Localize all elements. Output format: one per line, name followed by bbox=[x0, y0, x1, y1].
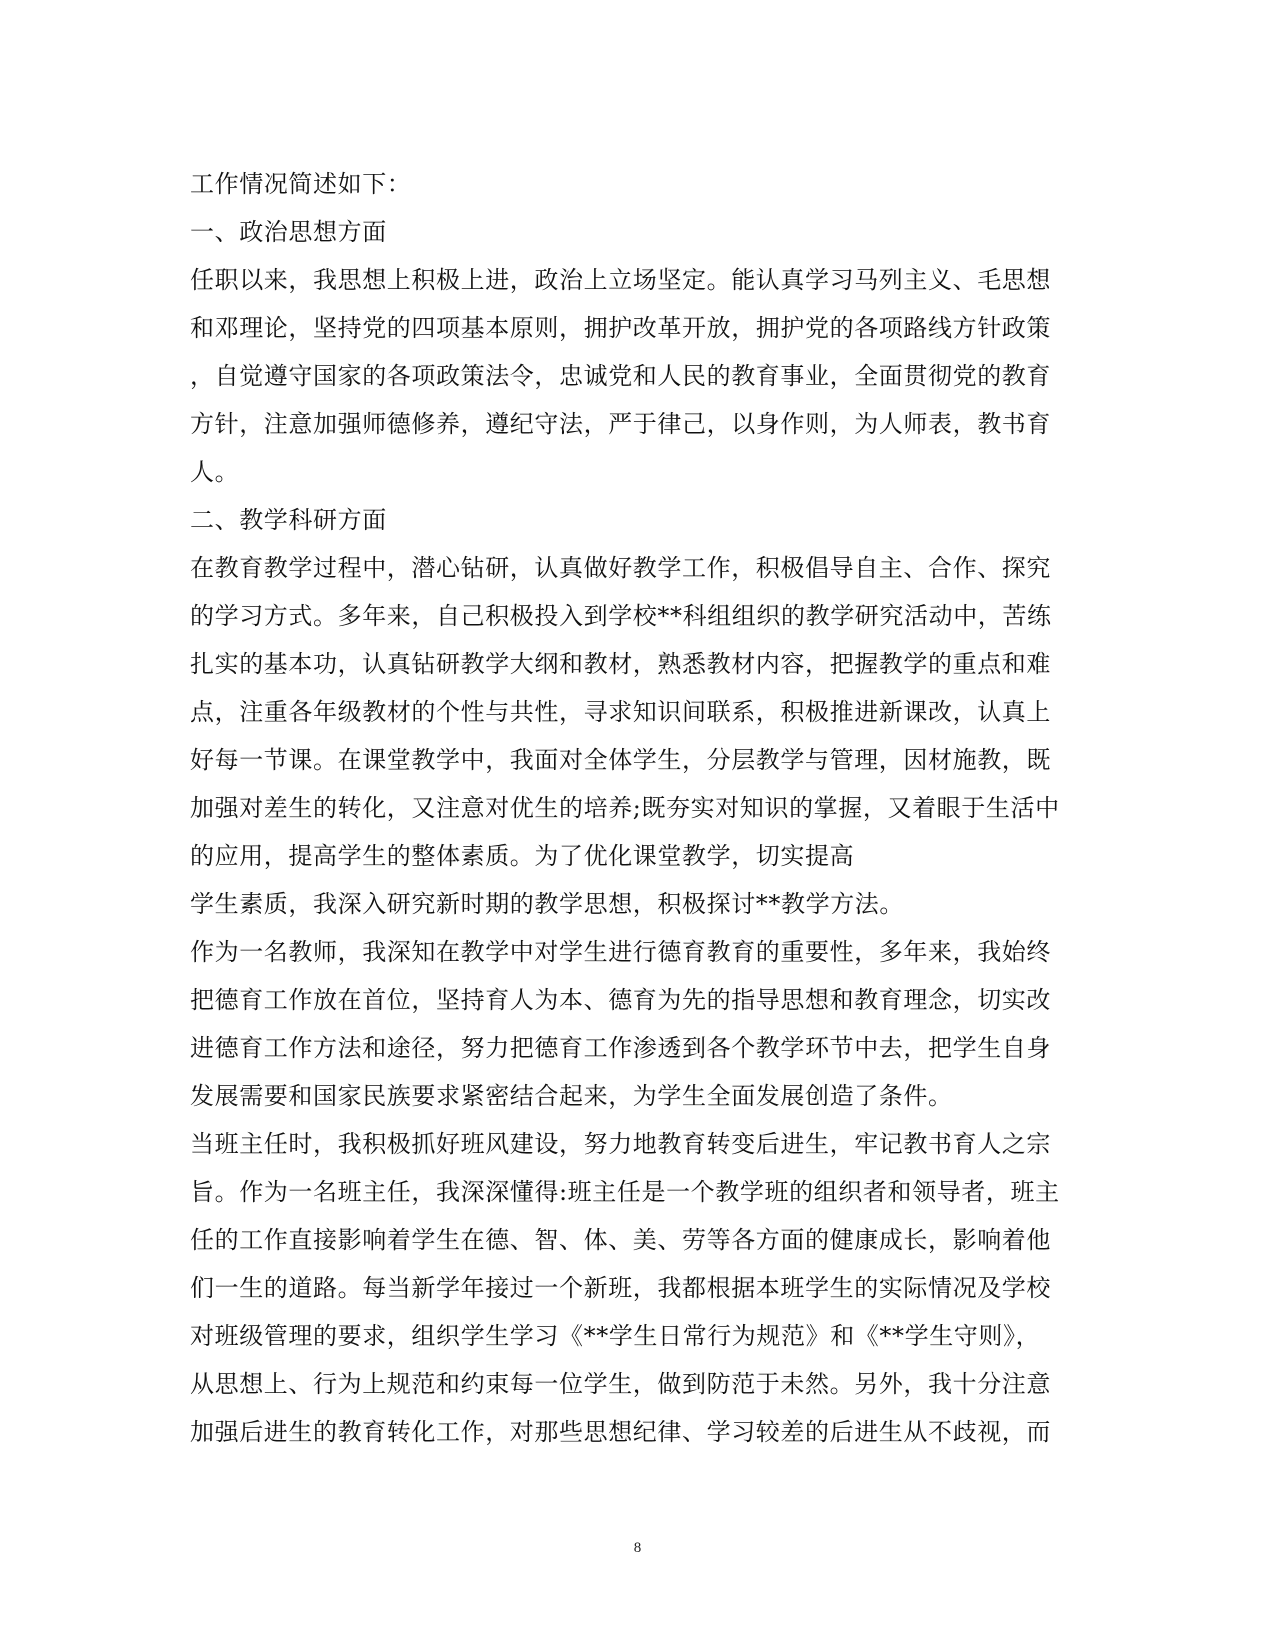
text-line: 进德育工作方法和途径，努力把德育工作渗透到各个教学环节中去，把学生自身 bbox=[190, 1034, 1051, 1062]
text-line: 作为一名教师，我深知在教学中对学生进行德育教育的重要性，多年来，我始终 bbox=[190, 938, 1051, 966]
text-line: 对班级管理的要求，组织学生学习《**学生日常行为规范》和《**学生守则》， bbox=[190, 1322, 1041, 1350]
text-line: 好每一节课。在课堂教学中，我面对全体学生，分层教学与管理，因材施教，既 bbox=[190, 746, 1051, 774]
text-line: 从思想上、行为上规范和约束每一位学生，做到防范于未然。另外，我十分注意 bbox=[190, 1370, 1051, 1398]
text-line: 的应用，提高学生的整体素质。为了优化课堂教学，切实提高 bbox=[190, 842, 855, 870]
document-body bbox=[190, 160, 1090, 1456]
text-line: 任职以来，我思想上积极上进，政治上立场坚定。能认真学习马列主义、毛思想 bbox=[190, 266, 1051, 294]
text-line: 们一生的道路。每当新学年接过一个新班，我都根据本班学生的实际情况及学校 bbox=[190, 1274, 1051, 1302]
section-heading-political: 一、政治思想方面 bbox=[190, 218, 387, 246]
text-line: 加强对差生的转化，又注意对优生的培养;既夯实对知识的掌握，又着眼于生活中 bbox=[190, 794, 1060, 822]
section-heading-teaching: 二、教学科研方面 bbox=[190, 506, 387, 534]
text-line: 的学习方式。多年来，自己积极投入到学校**科组组织的教学研究活动中，苦练 bbox=[190, 602, 1052, 630]
text-line: 工作情况简述如下： bbox=[190, 170, 412, 198]
text-line: 当班主任时，我积极抓好班风建设，努力地教育转变后进生，牢记教书育人之宗 bbox=[190, 1130, 1051, 1158]
text-line: 把德育工作放在首位，坚持育人为本、德育为先的指导思想和教育理念，切实改 bbox=[190, 986, 1051, 1014]
text-line: 人。 bbox=[190, 458, 240, 486]
text-line: 方针，注意加强师德修养，遵纪守法，严于律己，以身作则，为人师表，教书育 bbox=[190, 410, 1051, 438]
text-line: ，自觉遵守国家的各项政策法令，忠诚党和人民的教育事业，全面贯彻党的教育 bbox=[190, 362, 1051, 390]
text-line: 学生素质，我深入研究新时期的教学思想，积极探讨**教学方法。 bbox=[190, 890, 904, 918]
text-line: 任的工作直接影响着学生在德、智、体、美、劳等各方面的健康成长，影响着他 bbox=[190, 1226, 1051, 1254]
text-line: 扎实的基本功，认真钻研教学大纲和教材，熟悉教材内容，把握教学的重点和难 bbox=[190, 650, 1051, 678]
text-line: 发展需要和国家民族要求紧密结合起来，为学生全面发展创造了条件。 bbox=[190, 1082, 953, 1110]
text-line: 点，注重各年级教材的个性与共性，寻求知识间联系，积极推进新课改，认真上 bbox=[190, 698, 1051, 726]
text-line: 加强后进生的教育转化工作，对那些思想纪律、学习较差的后进生从不歧视，而 bbox=[190, 1418, 1051, 1446]
page-number: 8 bbox=[633, 1540, 642, 1556]
text-line: 和邓理论，坚持党的四项基本原则，拥护改革开放，拥护党的各项路线方针政策 bbox=[190, 314, 1051, 342]
text-line: 旨。作为一名班主任，我深深懂得:班主任是一个教学班的组织者和领导者，班主 bbox=[190, 1178, 1060, 1206]
text-line: 在教育教学过程中，潜心钻研，认真做好教学工作，积极倡导自主、合作、探究 bbox=[190, 554, 1051, 582]
